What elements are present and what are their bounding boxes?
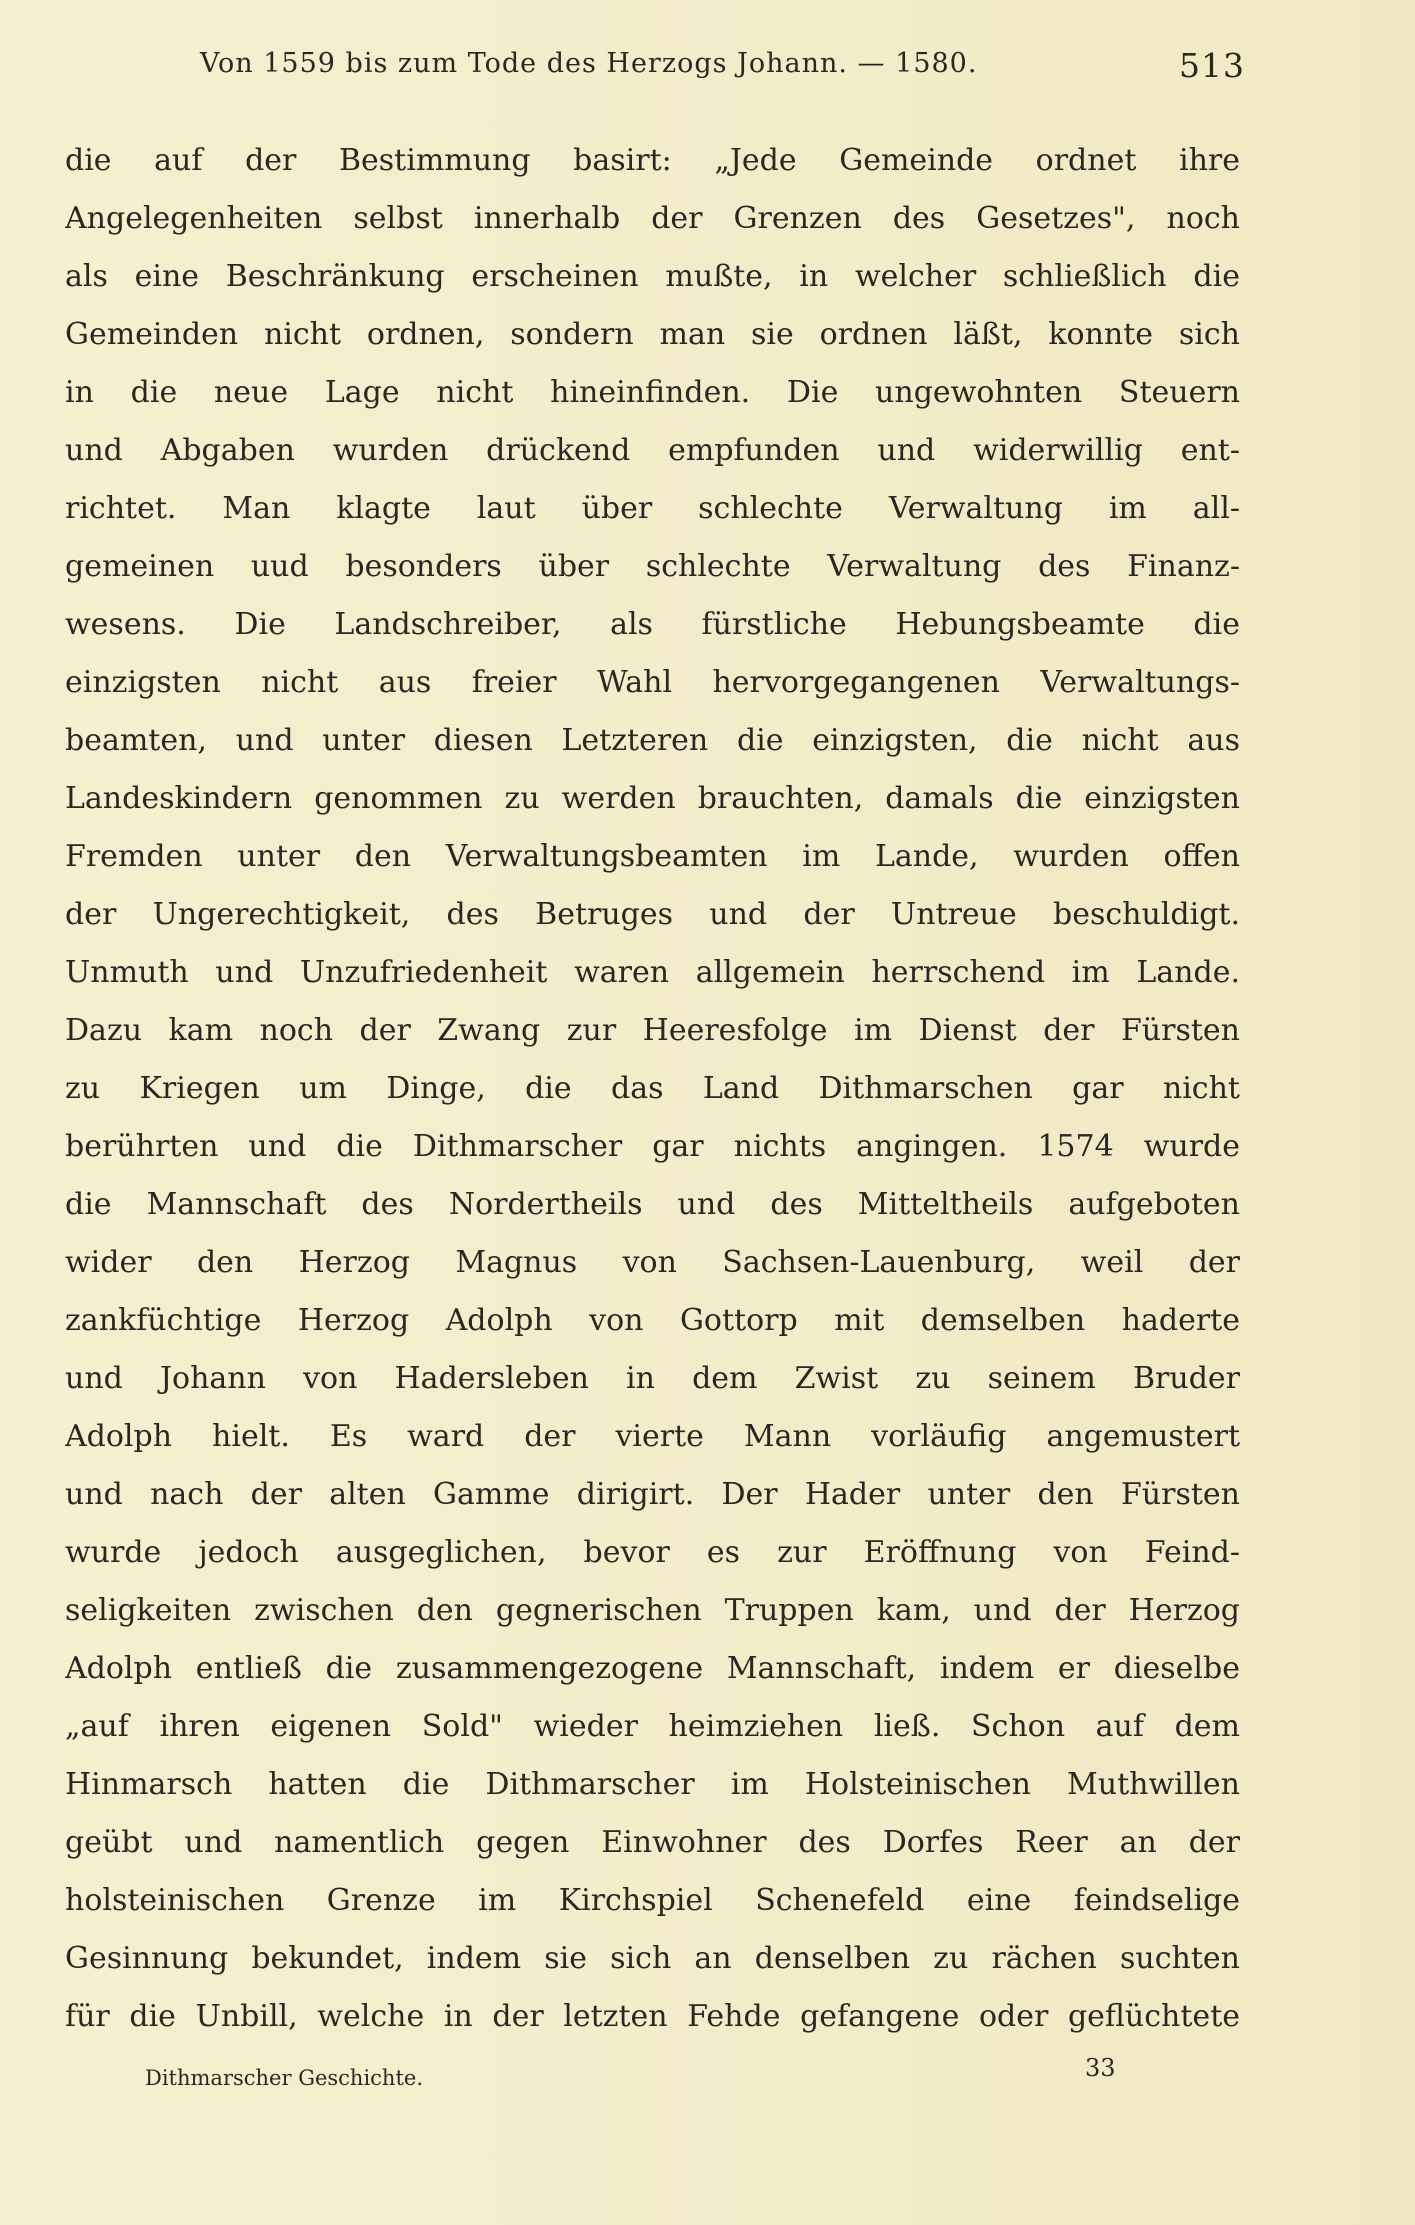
text-line: in die neue Lage nicht hineinfinden. Die ungewohnten Steuern: [65, 375, 1240, 410]
text-line: als eine Beschränkung erscheinen mußte, in welcher schließlich die: [65, 259, 1240, 294]
text-line: zankfüchtige Herzog Adolph von Gottorp mit demselben haderte: [65, 1303, 1240, 1338]
text-line: Adolph hielt. Es ward der vierte Mann vorläufig angemustert: [65, 1419, 1240, 1454]
text-line: Gemeinden nicht ordnen, sondern man sie ordnen läßt, konnte sich: [65, 317, 1240, 352]
footer: [145, 2054, 1145, 2106]
text-line: Angelegenheiten selbst innerhalb der Grenzen des Gesetzes", noch: [65, 201, 1240, 236]
text-line: richtet. Man klagte laut über schlechte Verwaltung im all-: [65, 491, 1240, 526]
text-line: zu Kriegen um Dinge, die das Land Dithmarschen gar nicht: [65, 1071, 1240, 1106]
text-line: der Ungerechtigkeit, des Betruges und der Untreue beschuldigt.: [65, 897, 1240, 932]
text-line: die Mannschaft des Nordertheils und des Mitteltheils aufgeboten: [65, 1187, 1240, 1222]
text-line: Landeskindern genommen zu werden brauchten, damals die einzigsten: [65, 781, 1240, 816]
text-line: für die Unbill, welche in der letzten Fehde gefangene oder geflüchtete: [65, 1999, 1240, 2034]
text-line: Adolph entließ die zusammengezogene Mannschaft, indem er dieselbe: [65, 1651, 1240, 1686]
body-text: [65, 132, 1240, 2046]
text-line: Unmuth und Unzufriedenheit waren allgemein herrschend im Lande.: [65, 955, 1240, 990]
text-line: und Johann von Hadersleben in dem Zwist zu seinem Bruder: [65, 1361, 1240, 1396]
text-line: berührten und die Dithmarscher gar nichts angingen. 1574 wurde: [65, 1129, 1240, 1164]
text-line: geübt und namentlich gegen Einwohner des Dorfes Reer an der: [65, 1825, 1240, 1860]
page-number: 513: [1179, 46, 1245, 85]
text-line: Hinmarsch hatten die Dithmarscher im Holsteinischen Muthwillen: [65, 1767, 1240, 1802]
text-line: „auf ihren eigenen Sold" wieder heimziehen ließ. Schon auf dem: [65, 1709, 1240, 1744]
text-line: seligkeiten zwischen den gegnerischen Truppen kam, und der Herzog: [65, 1593, 1240, 1628]
text-line: Dazu kam noch der Zwang zur Heeresfolge im Dienst der Fürsten: [65, 1013, 1240, 1048]
text-line: und nach der alten Gamme dirigirt. Der Hader unter den Fürsten: [65, 1477, 1240, 1512]
text-line: die auf der Bestimmung basirt: „Jede Gemeinde ordnet ihre: [65, 143, 1240, 178]
running-head: [200, 48, 1245, 92]
text-line: Fremden unter den Verwaltungsbeamten im Lande, wurden offen: [65, 839, 1240, 874]
text-line: wesens. Die Landschreiber, als fürstliche Hebungsbeamte die: [65, 607, 1240, 642]
running-title: Von 1559 bis zum Tode des Herzogs Johann. — 1580.: [200, 48, 978, 79]
text-line: beamten, und unter diesen Letzteren die einzigsten, die nicht aus: [65, 723, 1240, 758]
text-line: holsteinischen Grenze im Kirchspiel Schenefeld eine feindselige: [65, 1883, 1240, 1918]
text-line: einzigsten nicht aus freier Wahl hervorgegangenen Verwaltungs-: [65, 665, 1240, 700]
text-line: und Abgaben wurden drückend empfunden und widerwillig ent-: [65, 433, 1240, 468]
text-line: wurde jedoch ausgeglichen, bevor es zur Eröffnung von Feind-: [65, 1535, 1240, 1570]
signature-mark: 33: [1085, 2054, 1116, 2082]
footer-book-title: Dithmarscher Geschichte.: [145, 2066, 424, 2090]
text-line: wider den Herzog Magnus von Sachsen-Lauenburg, weil der: [65, 1245, 1240, 1280]
text-line: gemeinen uud besonders über schlechte Verwaltung des Finanz-: [65, 549, 1240, 584]
text-line: Gesinnung bekundet, indem sie sich an denselben zu rächen suchten: [65, 1941, 1240, 1976]
